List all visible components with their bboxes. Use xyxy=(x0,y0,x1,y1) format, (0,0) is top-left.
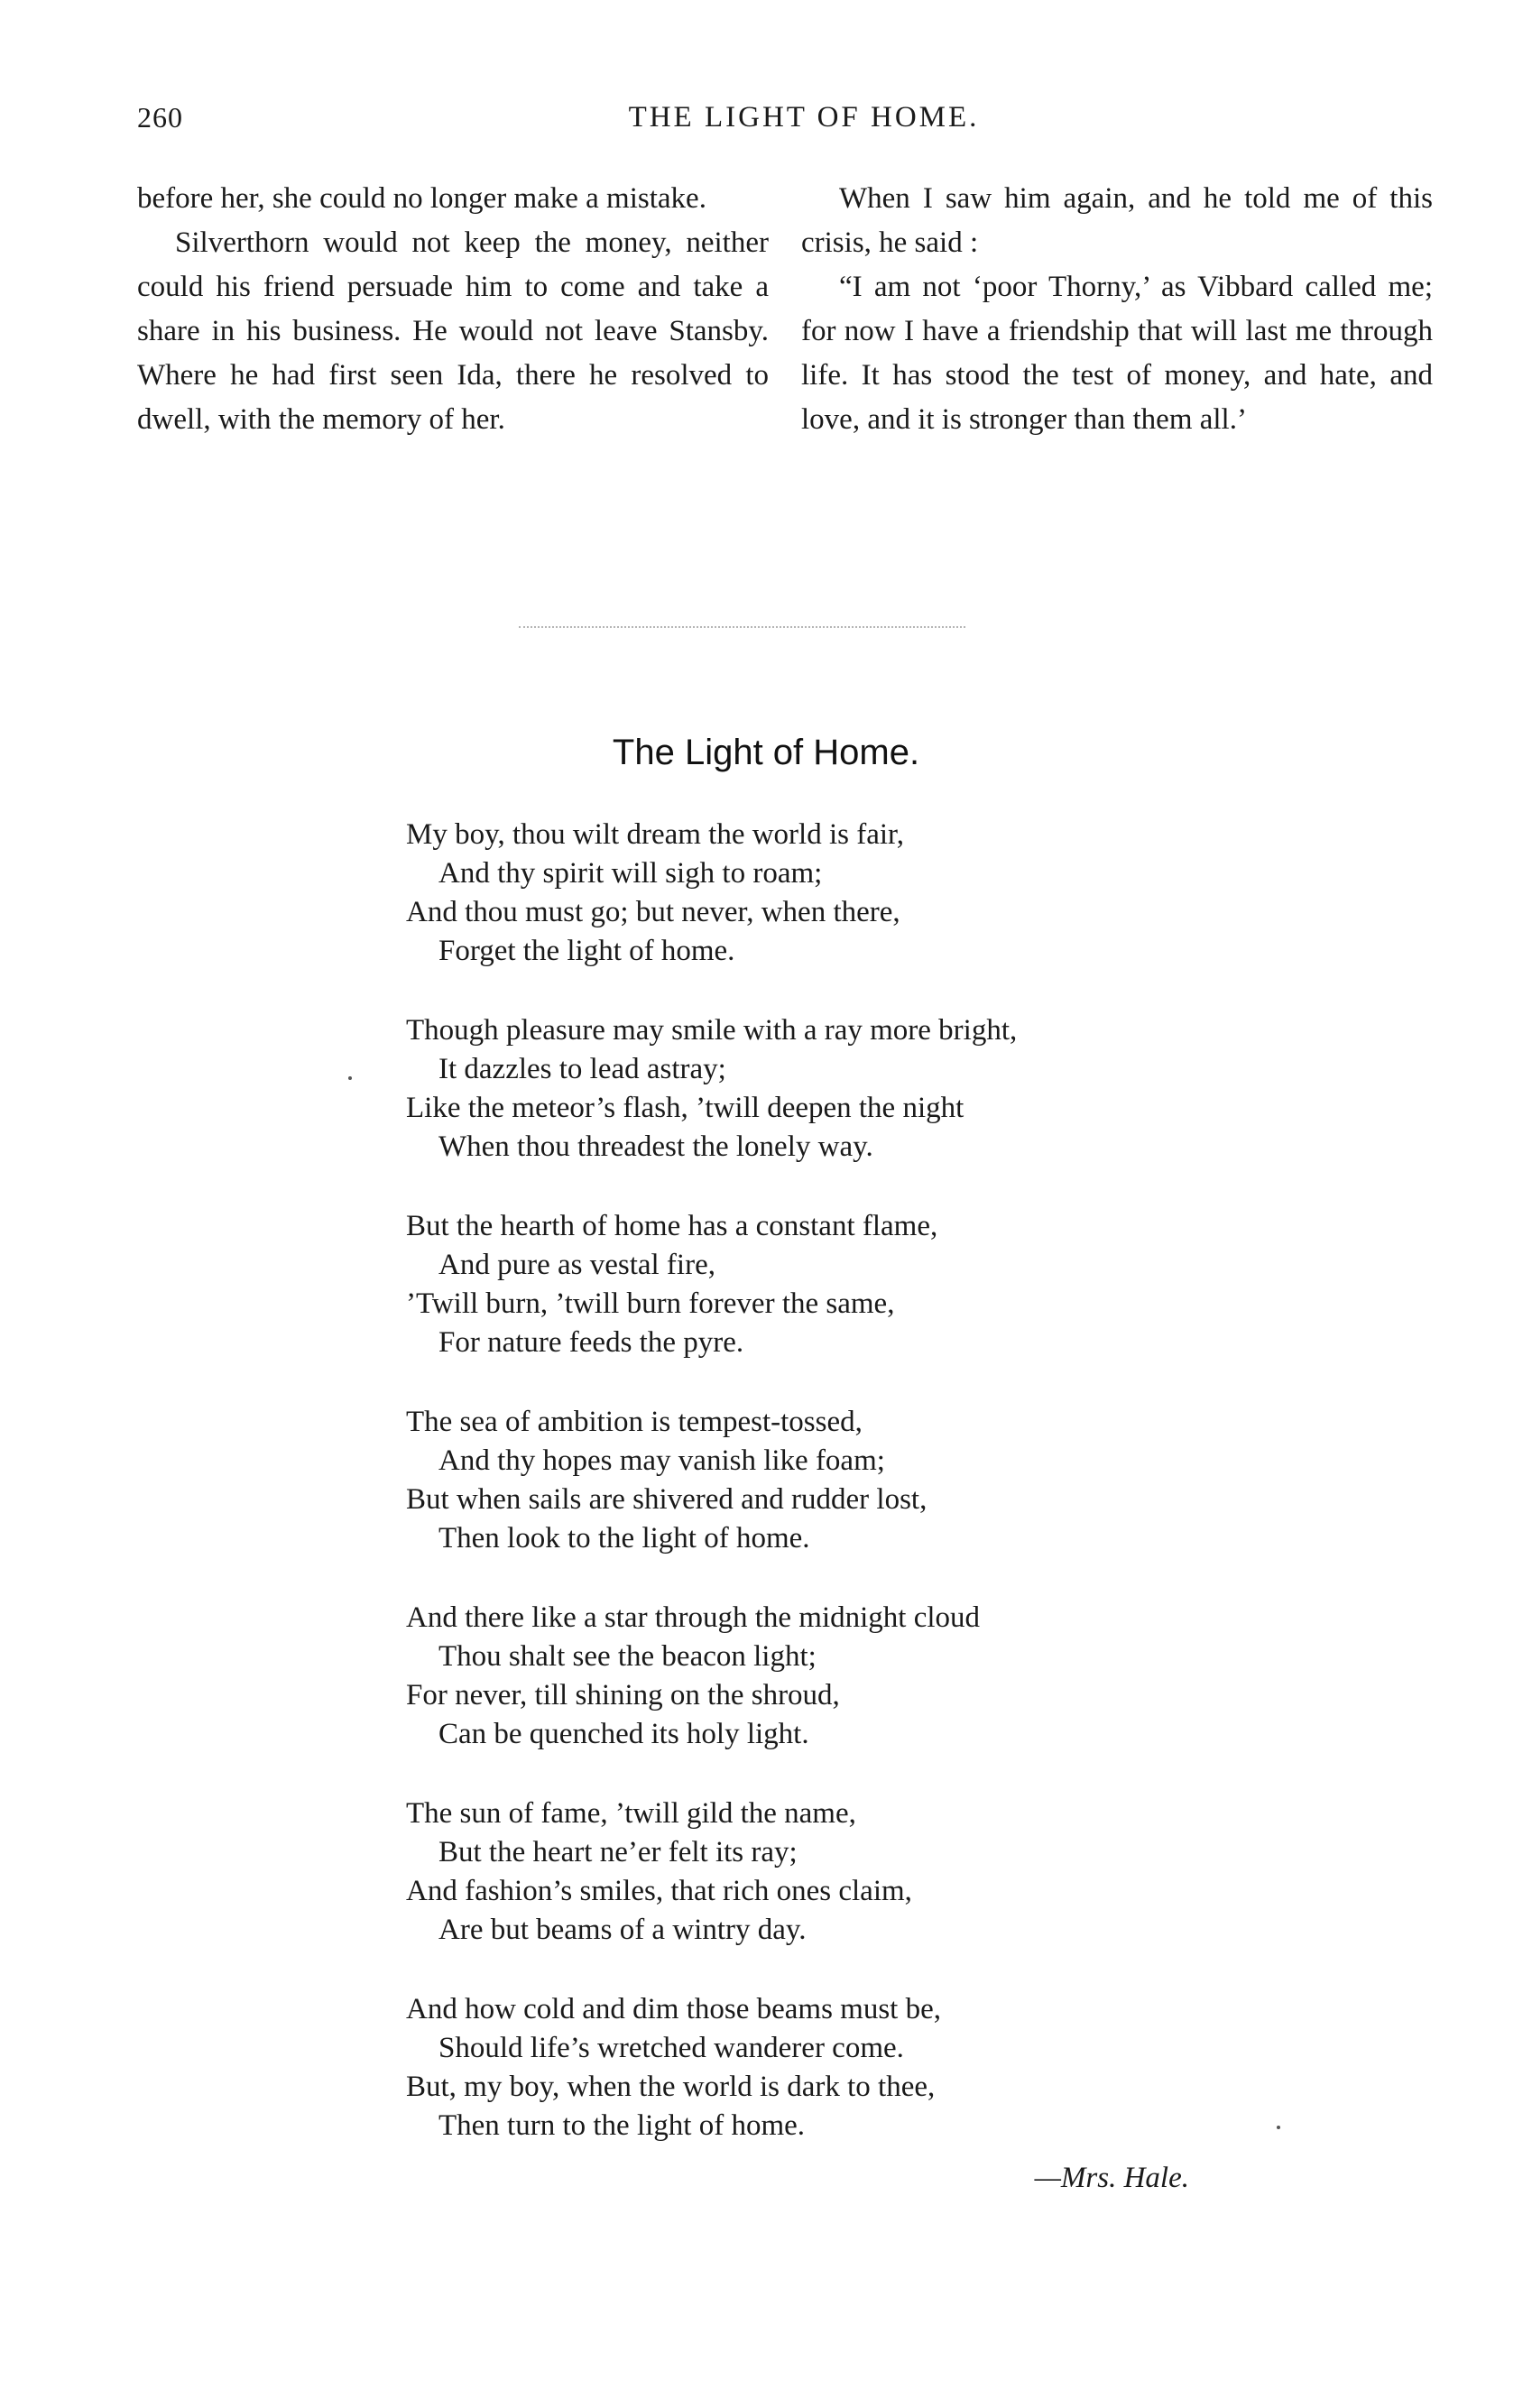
stanza xyxy=(406,1011,1308,1167)
right-column xyxy=(801,177,1433,442)
paragraph: before her, she could no longer make a mistake. xyxy=(137,182,706,215)
paragraph: Silverthorn would not keep the money, neither could his friend persuade him to come and take a share in his business. He would not leave Stansby. Where he had first seen Ida, there he resolved to dwell, with the memory of her. xyxy=(137,226,769,436)
poem-line: And fashion’s smiles, that rich ones claim, xyxy=(406,1875,912,1907)
poem-line: And thy hopes may vanish like foam; xyxy=(438,1444,885,1477)
stanza xyxy=(406,1990,1308,2145)
poem-line: And thou must go; but never, when there, xyxy=(406,896,900,928)
left-column xyxy=(137,177,769,442)
poem-line: Then look to the light of home. xyxy=(438,1522,810,1555)
poem-attribution: —Mrs. Hale. xyxy=(1034,2162,1189,2194)
poem-line: The sea of ambition is tempest-tossed, xyxy=(406,1406,863,1438)
poem-line: It dazzles to lead astray; xyxy=(438,1053,726,1085)
poem-line: When thou threadest the lonely way. xyxy=(438,1130,873,1163)
ink-speck xyxy=(1277,2126,1280,2129)
poem-line: But when sails are shivered and rudder lost, xyxy=(406,1483,928,1516)
running-head xyxy=(137,101,1433,155)
poem-line: But the heart ne’er felt its ray; xyxy=(438,1836,798,1868)
page-number: 260 xyxy=(137,101,183,134)
poem-line: For nature feeds the pyre. xyxy=(438,1326,744,1359)
poem-line: The sun of fame, ’twill gild the name, xyxy=(406,1797,856,1830)
poem-line: And how cold and dim those beams must be, xyxy=(406,1993,942,2025)
stanza xyxy=(406,1794,1308,1950)
poem-line: Forget the light of home. xyxy=(438,935,735,967)
stanza xyxy=(406,1599,1308,1754)
poem-line: Then turn to the light of home. xyxy=(438,2109,806,2142)
poem-line: Are but beams of a wintry day. xyxy=(438,1914,807,1946)
poem-title: The Light of Home. xyxy=(612,733,920,772)
poem-line: For never, till shining on the shroud, xyxy=(406,1679,840,1711)
poem-line: Should life’s wretched wanderer come. xyxy=(438,2032,904,2064)
stanza xyxy=(406,816,1308,971)
poem-line: Though pleasure may smile with a ray more bright, xyxy=(406,1014,1018,1047)
running-title: THE LIGHT OF HOME. xyxy=(628,101,980,134)
poem-line: And thy spirit will sigh to roam; xyxy=(438,857,823,890)
section-divider xyxy=(519,626,965,628)
paragraph: When I saw him again, and he told me of this crisis, he said : xyxy=(801,182,1433,259)
poem xyxy=(406,816,1308,2186)
stanza xyxy=(406,1207,1308,1362)
stanza xyxy=(406,1403,1308,1558)
poem-line: Can be quenched its holy light. xyxy=(438,1718,809,1750)
poem-line: My boy, thou wilt dream the world is fair, xyxy=(406,818,904,851)
poem-line: And there like a star through the midnight cloud xyxy=(406,1601,981,1634)
poem-line: And pure as vestal fire, xyxy=(438,1249,715,1281)
poem-line: Like the meteor’s flash, ’twill deepen the night xyxy=(406,1092,964,1124)
paragraph: “I am not ‘poor Thorny,’ as Vibbard called me; for now I have a friendship that will last me through life. It has stood the test of money, and hate, and love, and it is stronger than them all.’ xyxy=(801,271,1433,436)
ink-speck xyxy=(348,1076,352,1080)
poem-line: ’Twill burn, ’twill burn forever the same, xyxy=(406,1287,895,1320)
poem-line: But, my boy, when the world is dark to thee, xyxy=(406,2071,936,2103)
poem-line: Thou shalt see the beacon light; xyxy=(438,1640,817,1673)
poem-line: But the hearth of home has a constant flame, xyxy=(406,1210,938,1242)
